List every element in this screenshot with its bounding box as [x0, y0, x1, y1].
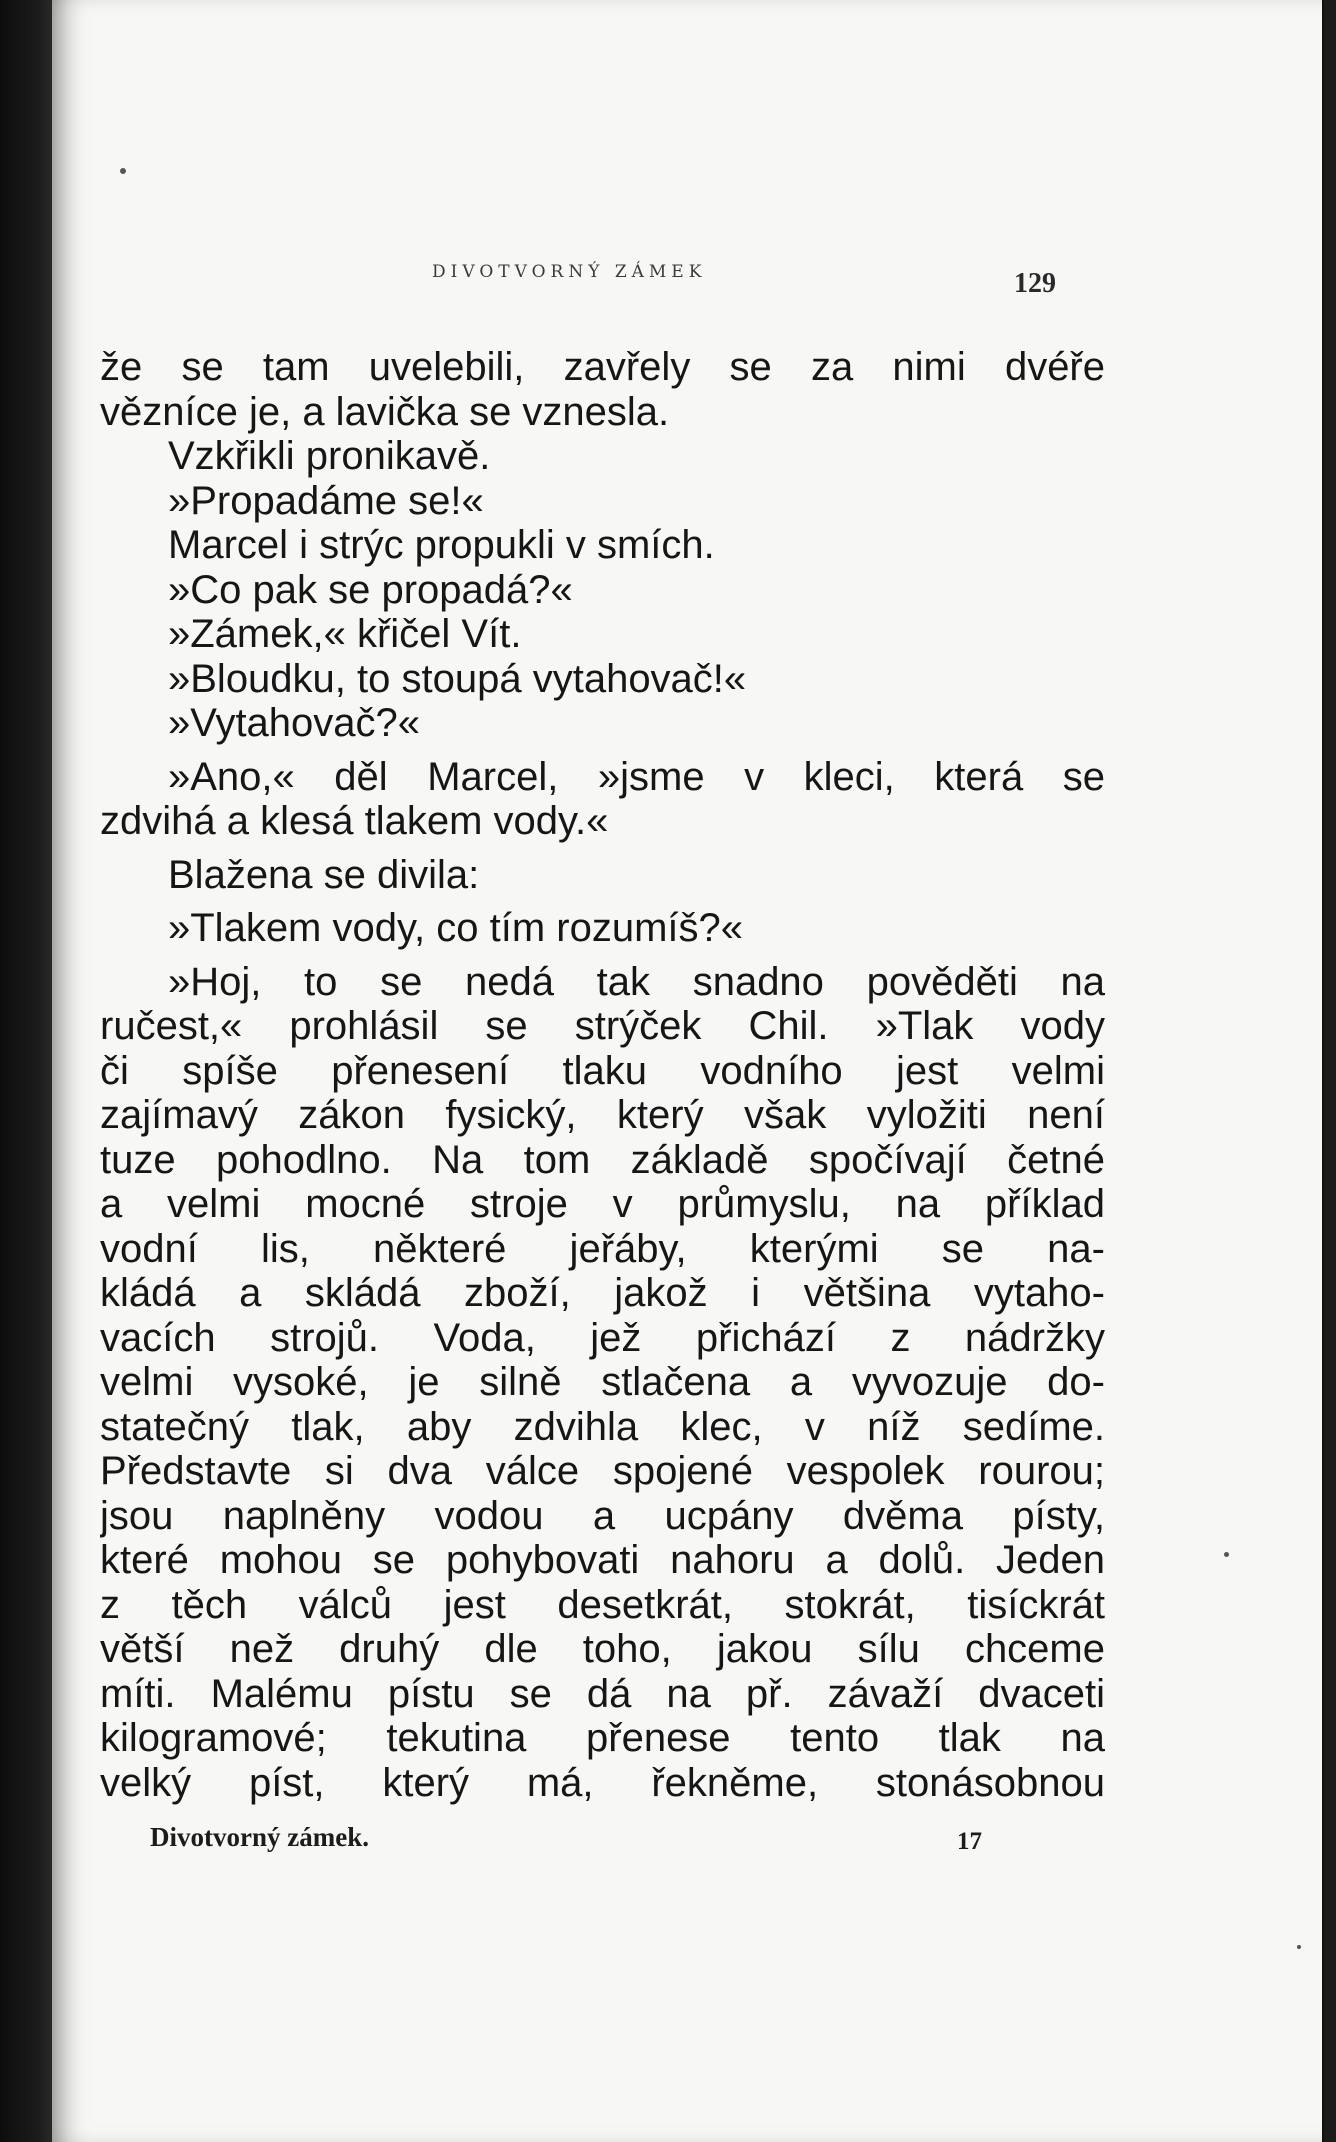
text-line: vodní lis, některé jeřáby, kterými se na- [100, 1226, 1105, 1271]
page-number: 129 [1014, 268, 1056, 299]
text-line: vacích strojů. Voda, jež přichází z nádržky [100, 1315, 1105, 1360]
text-line: že se tam uvelebili, zavřely se za nimi dvéře [100, 345, 1105, 389]
text-line: statečný tlak, aby zdvihla klec, v níž sedíme. [100, 1404, 1105, 1449]
scan-speck [1224, 1552, 1229, 1557]
text-line: tuze pohodlno. Na tom základě spočívají četné [100, 1137, 1105, 1182]
text-line: velký píst, který má, řekněme, stonásobnou [100, 1760, 1105, 1805]
scan-speck [120, 168, 126, 174]
text-line: Vzkřikli pronikavě. [168, 434, 491, 478]
text-line: kilogramové; tekutina přenese tento tlak na [100, 1716, 1105, 1760]
signature-mark: 17 [957, 1828, 982, 1855]
text-line: kládá a skládá zboží, jakož i většina vytaho- [100, 1271, 1105, 1315]
body-text [100, 345, 1105, 1805]
text-line: a velmi mocné stroje v průmyslu, na příklad [100, 1182, 1105, 1226]
text-line: »Ano,« děl Marcel, »jsme v kleci, která se [168, 754, 1105, 799]
book-page [52, 0, 1322, 2142]
text-line: »Co pak se propadá?« [168, 567, 573, 612]
text-line: »Vytahovač?« [168, 701, 421, 745]
text-line: Marcel i strýc propukli v smích. [168, 523, 715, 567]
text-line: jsou naplněny vodou a ucpány dvěma písty, [100, 1493, 1105, 1538]
text-line: či spíše přenesení tlaku vodního jest velmi [100, 1048, 1105, 1093]
text-line: »Hoj, to se nedá tak snadno pověděti na [168, 959, 1105, 1004]
text-line: vězníce je, a lavička se vznesla. [100, 389, 670, 434]
text-line: »Propadáme se!« [168, 478, 484, 523]
scan-speck [1297, 1945, 1301, 1949]
text-line: »Tlakem vody, co tím rozumíš?« [168, 906, 743, 950]
text-line: větší než druhý dle toho, jakou sílu chceme [100, 1627, 1105, 1671]
text-line: zdvihá a klesá tlakem vody.« [100, 799, 609, 843]
text-line: míti. Malému pístu se dá na př. závaží dvaceti [100, 1671, 1105, 1716]
footer-book-title: Divotvorný zámek. [150, 1822, 369, 1852]
text-line: zajímavý zákon fysický, který však vyložiti není [100, 1093, 1105, 1137]
text-line: »Zámek,« křičel Vít. [168, 612, 522, 656]
running-head: DIVOTVORNÝ ZÁMEK [432, 262, 707, 282]
text-line: velmi vysoké, je silně stlačena a vyvozuje do- [100, 1360, 1105, 1404]
scan-border [1324, 0, 1336, 2142]
text-line: Představte si dva válce spojené vespolek rourou; [100, 1449, 1105, 1493]
text-line: ručest,« prohlásil se strýček Chil. »Tlak vody [100, 1004, 1105, 1048]
text-line: které mohou se pohybovati nahoru a dolů. Jeden [100, 1538, 1105, 1582]
text-line: z těch válců jest desetkrát, stokrát, tisíckrát [100, 1582, 1105, 1627]
text-line: »Bloudku, to stoupá vytahovač!« [168, 656, 747, 701]
text-line: Blažena se divila: [168, 852, 480, 897]
